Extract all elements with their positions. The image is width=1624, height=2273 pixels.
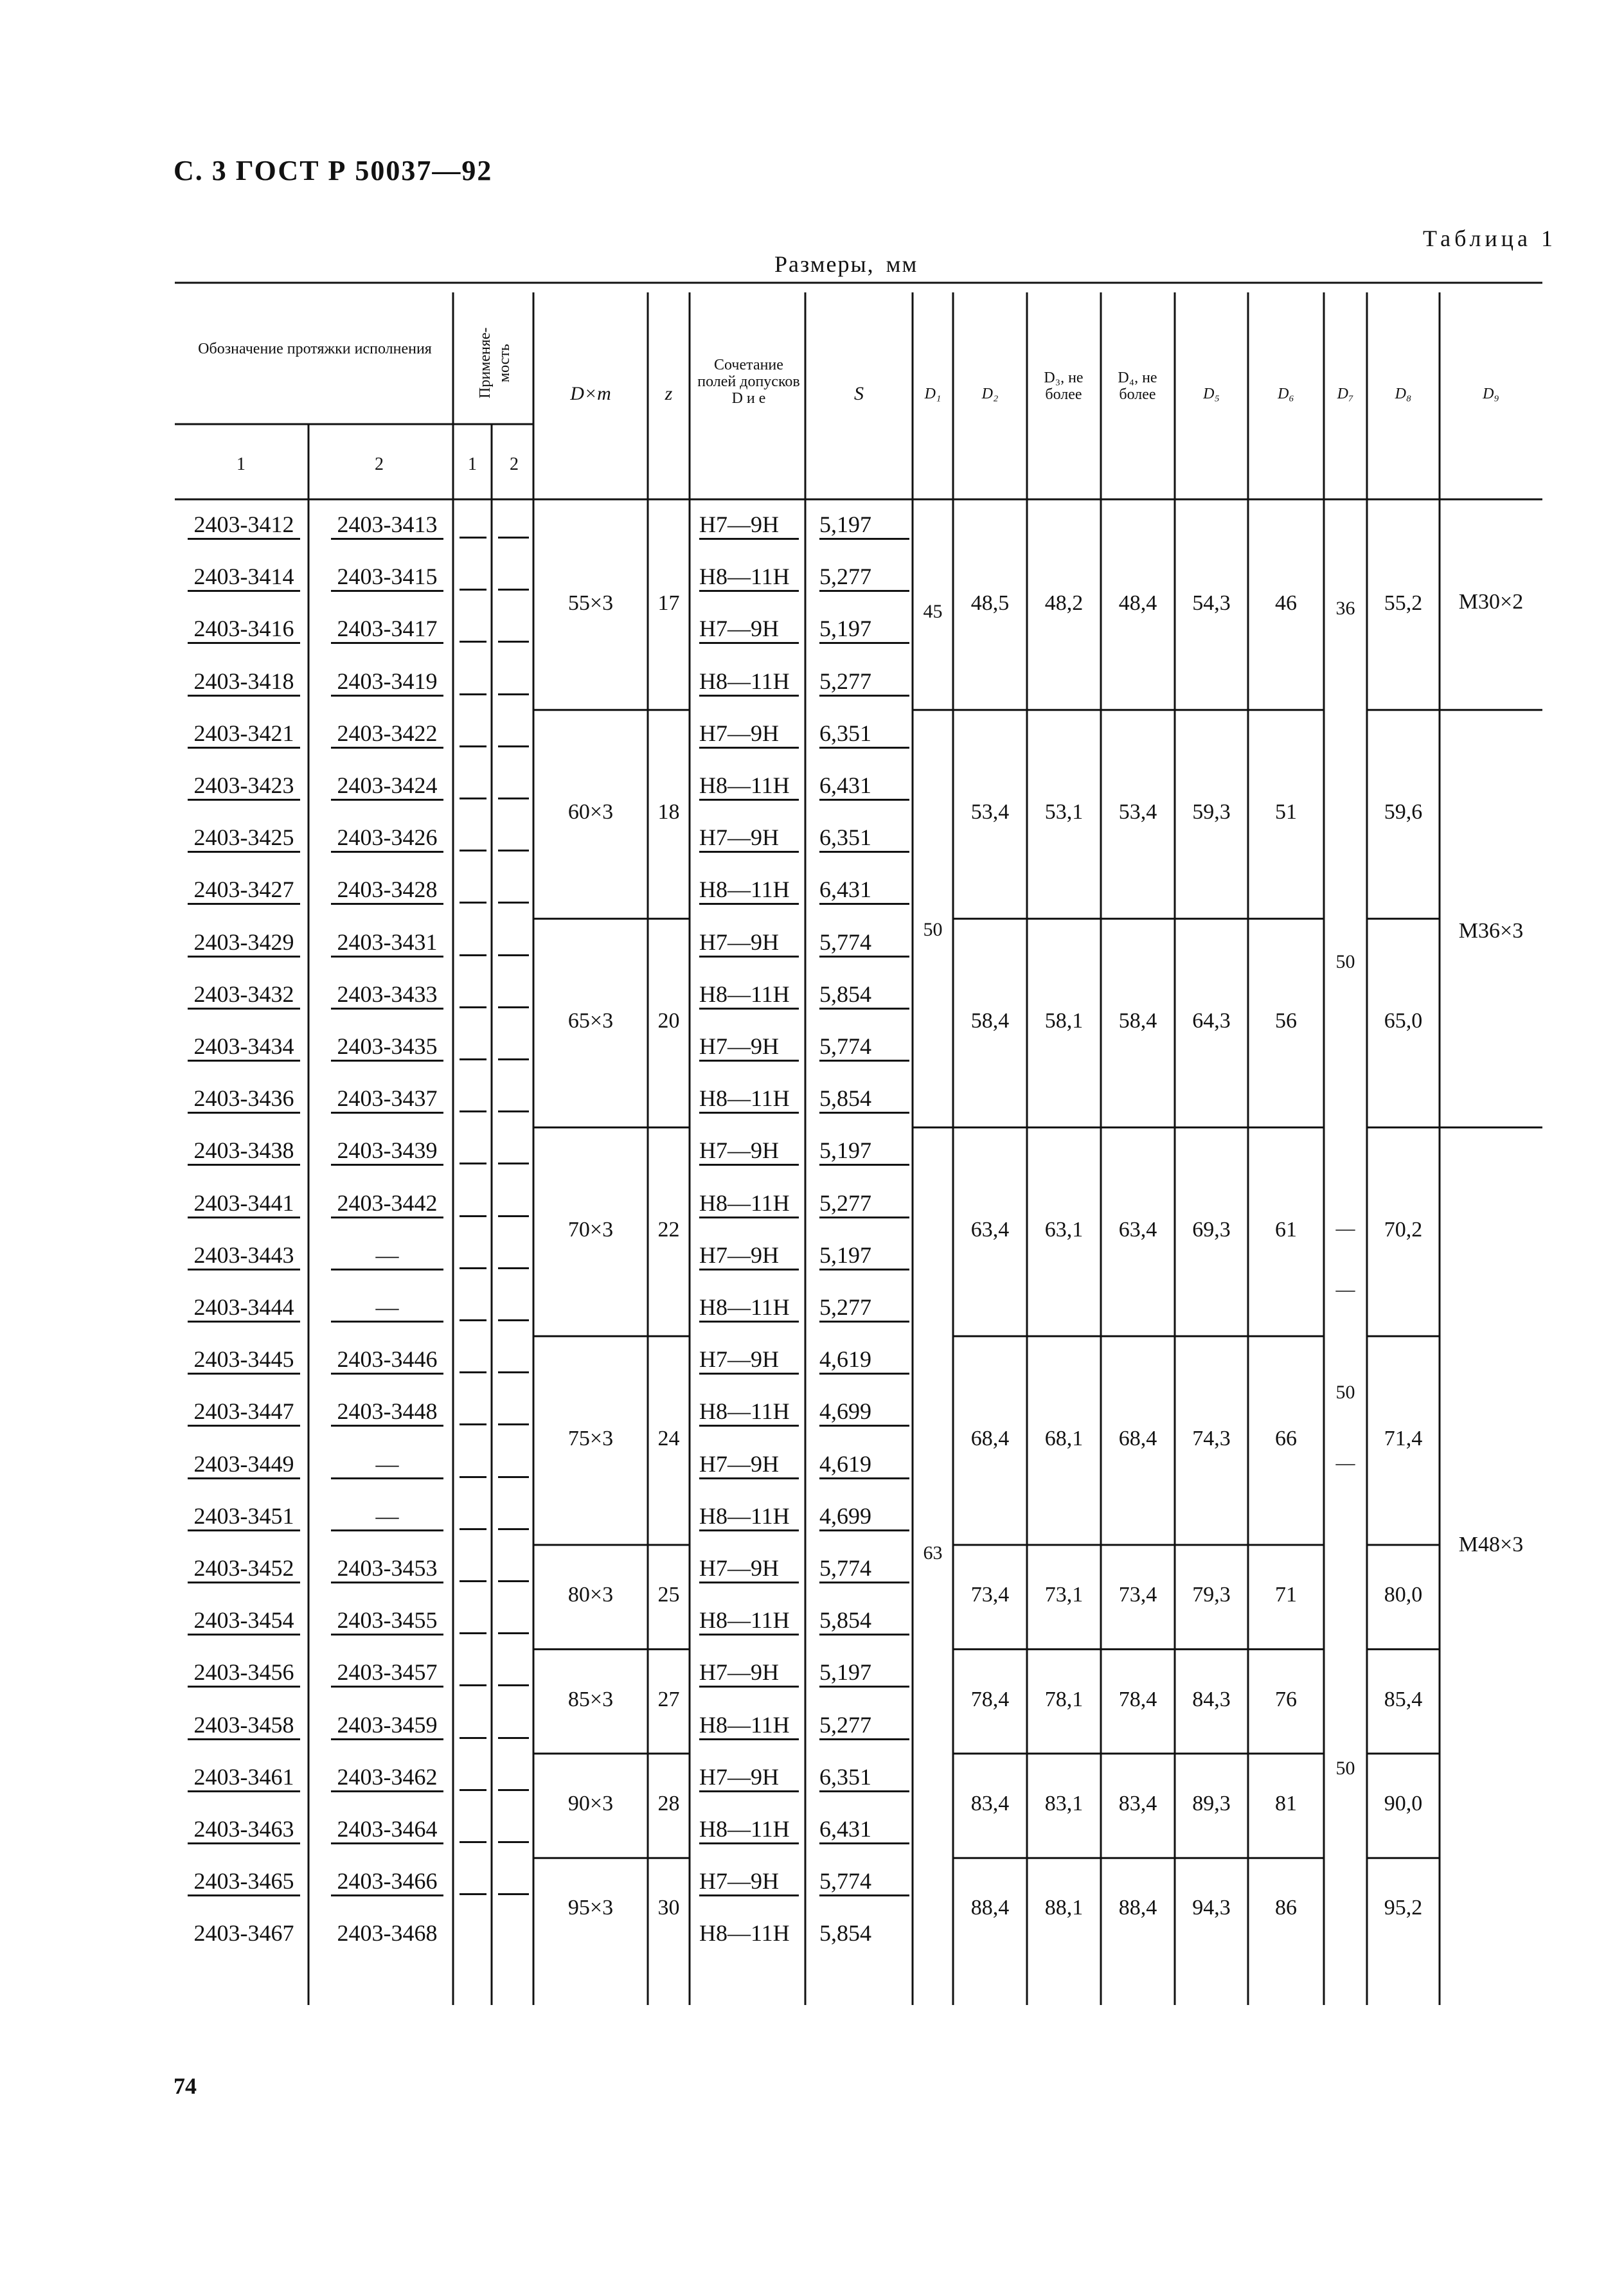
header-d9: D₉ (1483, 386, 1499, 402)
row-designation-1: 2403-3443 (188, 1242, 300, 1270)
app-dash-2 (498, 1033, 529, 1060)
row-designation-1: 2403-3425 (188, 824, 300, 853)
row-designation-1: 2403-3452 (188, 1555, 300, 1583)
group-d2: 48,5 (970, 591, 1010, 616)
d7-value: 36 (1335, 598, 1355, 619)
app-dash-1 (460, 1607, 486, 1634)
group-d3: 73,1 (1044, 1583, 1084, 1607)
header-d7: D₇ (1337, 386, 1354, 402)
group-dxm: 65×3 (567, 1009, 614, 1033)
app-dash-2 (498, 981, 529, 1008)
group-z: 28 (657, 1792, 680, 1815)
app-dash-2 (498, 720, 529, 747)
app-dash-1 (460, 1659, 486, 1686)
row-designation-2: 2403-3459 (331, 1711, 443, 1740)
group-d5: 89,3 (1192, 1792, 1231, 1815)
header-designation: Обозначение протяжки исполнения (198, 341, 432, 357)
app-dash-1 (460, 772, 486, 799)
group-dxm: 80×3 (567, 1583, 614, 1607)
group-d3: 88,1 (1044, 1896, 1084, 1920)
group-d6: 76 (1275, 1687, 1297, 1711)
group-d8: 65,0 (1384, 1009, 1423, 1033)
header-d2: D₂ (981, 386, 999, 402)
group-d3: 63,1 (1044, 1217, 1084, 1242)
row-tolerance: H8—11H (699, 772, 799, 801)
row-designation-2: 2403-3422 (331, 720, 443, 749)
row-designation-1: 2403-3438 (188, 1137, 300, 1166)
row-designation-2: 2403-3415 (331, 563, 443, 592)
group-d6: 61 (1275, 1217, 1297, 1242)
app-dash-1 (460, 1555, 486, 1582)
app-dash-1 (460, 981, 486, 1008)
row-s-value: 5,277 (819, 1294, 909, 1323)
group-d5: 74,3 (1192, 1426, 1231, 1450)
row-tolerance: H7—9H (699, 1555, 799, 1583)
app-dash-2 (498, 1711, 529, 1739)
row-tolerance: H8—11H (699, 1190, 799, 1218)
header-sub2: 2 (375, 454, 384, 474)
group-d6: 86 (1275, 1896, 1297, 1920)
group-d5: 64,3 (1192, 1009, 1231, 1033)
d7-value: 50 (1335, 1382, 1355, 1403)
group-d8: 55,2 (1384, 591, 1423, 616)
group-dxm: 60×3 (567, 800, 614, 825)
app-dash-2 (498, 1294, 529, 1321)
app-dash-1 (460, 929, 486, 956)
d7-value: — (1335, 1218, 1355, 1239)
group-d4: 48,4 (1118, 591, 1157, 616)
group-d8: 80,0 (1384, 1583, 1423, 1607)
group-d4: 53,4 (1118, 800, 1157, 825)
d7-value: 50 (1335, 951, 1355, 972)
app-dash-1 (460, 1815, 486, 1843)
row-designation-2: — (331, 1242, 443, 1270)
app-dash-1 (460, 1190, 486, 1217)
d1-value: 50 (923, 919, 943, 940)
row-tolerance: H8—11H (699, 1398, 799, 1427)
row-s-value: 6,351 (819, 720, 909, 749)
row-designation-2: 2403-3466 (331, 1867, 443, 1896)
app-dash-2 (498, 1346, 529, 1373)
group-d4: 78,4 (1118, 1687, 1157, 1711)
row-designation-1: 2403-3427 (188, 876, 300, 905)
group-dxm: 95×3 (567, 1896, 614, 1920)
app-dash-2 (498, 1398, 529, 1425)
row-s-value: 5,774 (819, 1555, 909, 1583)
row-designation-1: 2403-3458 (188, 1711, 300, 1740)
app-dash-1 (460, 563, 486, 591)
app-dash-2 (498, 1502, 529, 1530)
row-tolerance: H8—11H (699, 1607, 799, 1636)
group-d6: 66 (1275, 1426, 1297, 1450)
header-s: S (854, 383, 864, 404)
row-s-value: 5,277 (819, 668, 909, 697)
group-d6: 81 (1275, 1792, 1297, 1815)
group-d3: 48,2 (1044, 591, 1084, 616)
row-s-value: 4,619 (819, 1346, 909, 1375)
group-d3: 58,1 (1044, 1009, 1084, 1033)
row-designation-2: 2403-3464 (331, 1815, 443, 1844)
row-s-value: 5,854 (819, 1920, 871, 1947)
row-s-value: 6,351 (819, 824, 909, 853)
app-dash-1 (460, 1711, 486, 1739)
app-dash-2 (498, 1555, 529, 1582)
row-tolerance: H8—11H (699, 981, 799, 1010)
row-designation-1: 2403-3444 (188, 1294, 300, 1323)
header-d4: D₄, не более (1118, 370, 1157, 403)
app-dash-2 (498, 563, 529, 591)
app-dash-2 (498, 1085, 529, 1112)
group-d6: 46 (1275, 591, 1297, 616)
row-designation-1: 2403-3436 (188, 1085, 300, 1114)
row-s-value: 5,854 (819, 1607, 909, 1636)
row-tolerance: H8—11H (699, 563, 799, 592)
row-s-value: 6,431 (819, 1815, 909, 1844)
group-z: 17 (657, 591, 680, 616)
page-number: 74 (174, 2073, 197, 2099)
d1-value: 45 (923, 601, 943, 622)
header-d5: D₅ (1203, 386, 1220, 402)
group-d2: 73,4 (970, 1583, 1010, 1607)
row-designation-1: 2403-3423 (188, 772, 300, 801)
row-designation-1: 2403-3414 (188, 563, 300, 592)
row-designation-2: 2403-3435 (331, 1033, 443, 1062)
row-s-value: 5,774 (819, 1033, 909, 1062)
group-d2: 88,4 (970, 1896, 1010, 1920)
app-dash-2 (498, 1867, 529, 1895)
row-tolerance: H8—11H (699, 1920, 790, 1947)
row-s-value: 5,774 (819, 1867, 909, 1896)
row-tolerance: H7—9H (699, 1346, 799, 1375)
app-dash-1 (460, 1242, 486, 1269)
app-dash-2 (498, 876, 529, 904)
row-tolerance: H7—9H (699, 615, 799, 644)
row-tolerance: H8—11H (699, 1294, 799, 1323)
row-designation-2: 2403-3468 (337, 1920, 438, 1947)
group-d6: 56 (1275, 1009, 1297, 1033)
row-tolerance: H8—11H (699, 668, 799, 697)
row-designation-2: 2403-3431 (331, 929, 443, 958)
app-dash-2 (498, 1607, 529, 1634)
group-d5: 59,3 (1192, 800, 1231, 825)
row-s-value: 5,197 (819, 1137, 909, 1166)
group-z: 24 (657, 1426, 680, 1450)
group-d5: 79,3 (1192, 1583, 1231, 1607)
app-dash-2 (498, 1242, 529, 1269)
row-tolerance: H7—9H (699, 1659, 799, 1688)
row-designation-2: 2403-3424 (331, 772, 443, 801)
group-d8: 85,4 (1384, 1687, 1423, 1711)
app-dash-1 (460, 1450, 486, 1478)
row-s-value: 5,197 (819, 1659, 909, 1688)
group-z: 30 (657, 1896, 680, 1920)
group-dxm: 70×3 (567, 1217, 614, 1242)
header-d3: D₃, не более (1044, 370, 1084, 403)
row-s-value: 5,197 (819, 615, 909, 644)
app-dash-2 (498, 1190, 529, 1217)
group-z: 25 (657, 1583, 680, 1607)
app-dash-1 (460, 1867, 486, 1895)
header-app2: 2 (510, 454, 519, 474)
row-tolerance: H8—11H (699, 1815, 799, 1844)
app-dash-1 (460, 1137, 486, 1164)
group-d8: 95,2 (1384, 1896, 1423, 1920)
row-designation-2: 2403-3413 (331, 511, 443, 540)
group-d5: 69,3 (1192, 1217, 1231, 1242)
group-d3: 78,1 (1044, 1687, 1084, 1711)
app-dash-1 (460, 1763, 486, 1791)
group-d3: 53,1 (1044, 800, 1084, 825)
app-dash-2 (498, 1659, 529, 1686)
row-designation-1: 2403-3445 (188, 1346, 300, 1375)
header-app1: 1 (468, 454, 477, 474)
row-designation-1: 2403-3441 (188, 1190, 300, 1218)
row-tolerance: H8—11H (699, 1085, 799, 1114)
app-dash-1 (460, 876, 486, 904)
header-z: z (665, 383, 673, 404)
row-designation-1: 2403-3454 (188, 1607, 300, 1636)
row-designation-2: 2403-3439 (331, 1137, 443, 1166)
row-designation-2: — (331, 1450, 443, 1479)
group-d5: 54,3 (1192, 591, 1231, 616)
group-z: 27 (657, 1687, 680, 1711)
row-tolerance: H8—11H (699, 876, 799, 905)
group-d4: 68,4 (1118, 1426, 1157, 1450)
group-dxm: 90×3 (567, 1792, 614, 1815)
row-designation-2: 2403-3433 (331, 981, 443, 1010)
app-dash-1 (460, 1398, 486, 1425)
app-dash-2 (498, 511, 529, 539)
group-d2: 68,4 (970, 1426, 1010, 1450)
group-d2: 58,4 (970, 1009, 1010, 1033)
row-designation-2: 2403-3457 (331, 1659, 443, 1688)
row-s-value: 5,197 (819, 511, 909, 540)
app-dash-1 (460, 1033, 486, 1060)
row-designation-1: 2403-3451 (188, 1502, 300, 1531)
group-d8: 71,4 (1384, 1426, 1423, 1450)
units-caption: Размеры, (774, 251, 875, 277)
app-dash-2 (498, 1450, 529, 1478)
app-dash-1 (460, 615, 486, 643)
group-d3: 68,1 (1044, 1426, 1084, 1450)
group-z: 20 (657, 1009, 680, 1033)
units-value: мм (886, 251, 918, 277)
app-dash-2 (498, 1815, 529, 1843)
row-s-value: 5,854 (819, 981, 909, 1010)
d7-value: — (1335, 1452, 1355, 1474)
d9-value: M30×2 (1458, 590, 1524, 614)
header-sub1: 1 (236, 454, 245, 474)
group-d2: 78,4 (970, 1687, 1010, 1711)
app-dash-2 (498, 668, 529, 695)
row-designation-2: — (331, 1502, 443, 1531)
row-designation-2: 2403-3442 (331, 1190, 443, 1218)
row-tolerance: H7—9H (699, 1033, 799, 1062)
row-designation-2: 2403-3419 (331, 668, 443, 697)
app-dash-2 (498, 772, 529, 799)
group-d4: 73,4 (1118, 1583, 1157, 1607)
row-tolerance: H7—9H (699, 720, 799, 749)
row-tolerance: H8—11H (699, 1502, 799, 1531)
group-d8: 70,2 (1384, 1217, 1423, 1242)
row-designation-1: 2403-3467 (193, 1920, 294, 1947)
row-designation-2: 2403-3428 (331, 876, 443, 905)
app-dash-1 (460, 1085, 486, 1112)
row-designation-1: 2403-3429 (188, 929, 300, 958)
group-d5: 94,3 (1192, 1896, 1231, 1920)
app-dash-1 (460, 1346, 486, 1373)
group-d2: 83,4 (970, 1792, 1010, 1815)
header-d6: D₆ (1278, 386, 1294, 402)
row-s-value: 4,619 (819, 1450, 909, 1479)
row-s-value: 5,277 (819, 1711, 909, 1740)
d7-value: — (1335, 1279, 1355, 1300)
row-designation-1: 2403-3432 (188, 981, 300, 1010)
row-designation-1: 2403-3421 (188, 720, 300, 749)
page-header: С. 3 ГОСТ Р 50037—92 (174, 155, 493, 186)
d9-value: M36×3 (1458, 919, 1524, 943)
row-tolerance: H7—9H (699, 824, 799, 853)
header-tolerance: Сочетание полей допусков D и e (697, 357, 800, 407)
header-applicability: Применяе-мость (477, 327, 513, 399)
row-s-value: 6,431 (819, 772, 909, 801)
row-s-value: 4,699 (819, 1398, 909, 1427)
row-designation-2: 2403-3462 (331, 1763, 443, 1792)
group-separators (533, 710, 1542, 1858)
row-s-value: 6,351 (819, 1763, 909, 1792)
row-tolerance: H7—9H (699, 1242, 799, 1270)
app-dash-1 (460, 824, 486, 851)
app-dash-1 (460, 1502, 486, 1530)
row-s-value: 5,277 (819, 563, 909, 592)
group-d4: 58,4 (1118, 1009, 1157, 1033)
d9-value: M48×3 (1458, 1533, 1524, 1556)
group-d2: 53,4 (970, 800, 1010, 825)
app-dash-1 (460, 720, 486, 747)
row-s-value: 5,197 (819, 1242, 909, 1270)
group-dxm: 75×3 (567, 1426, 614, 1450)
row-designation-1: 2403-3449 (188, 1450, 300, 1479)
row-designation-2: 2403-3448 (331, 1398, 443, 1427)
group-d8: 90,0 (1384, 1792, 1423, 1815)
row-designation-1: 2403-3461 (188, 1763, 300, 1792)
row-designation-1: 2403-3412 (188, 511, 300, 540)
d7-value: 50 (1335, 1758, 1355, 1779)
group-d6: 71 (1275, 1583, 1297, 1607)
row-tolerance: H7—9H (699, 511, 799, 540)
row-designation-1: 2403-3416 (188, 615, 300, 644)
group-d4: 63,4 (1118, 1217, 1157, 1242)
row-tolerance: H7—9H (699, 1867, 799, 1896)
header-dxm: D×m (570, 383, 611, 404)
group-d4: 88,4 (1118, 1896, 1157, 1920)
group-d5: 84,3 (1192, 1687, 1231, 1711)
header-d1: D₁ (924, 386, 941, 402)
row-designation-1: 2403-3456 (188, 1659, 300, 1688)
row-designation-2: 2403-3437 (331, 1085, 443, 1114)
row-designation-2: 2403-3417 (331, 615, 443, 644)
app-dash-1 (460, 668, 486, 695)
row-designation-1: 2403-3447 (188, 1398, 300, 1427)
group-d3: 83,1 (1044, 1792, 1084, 1815)
group-d4: 83,4 (1118, 1792, 1157, 1815)
header-d8: D₈ (1395, 386, 1412, 402)
group-dxm: 85×3 (567, 1687, 614, 1711)
row-tolerance: H7—9H (699, 929, 799, 958)
row-designation-1: 2403-3465 (188, 1867, 300, 1896)
row-s-value: 5,774 (819, 929, 909, 958)
group-d8: 59,6 (1384, 800, 1423, 825)
app-dash-2 (498, 1763, 529, 1791)
row-designation-2: 2403-3453 (331, 1555, 443, 1583)
row-designation-1: 2403-3418 (188, 668, 300, 697)
app-dash-2 (498, 615, 529, 643)
group-dxm: 55×3 (567, 591, 614, 616)
app-dash-1 (460, 1294, 486, 1321)
group-z: 22 (657, 1217, 680, 1242)
group-z: 18 (657, 800, 680, 825)
row-designation-2: — (331, 1294, 443, 1323)
row-designation-1: 2403-3463 (188, 1815, 300, 1844)
d1-value: 63 (923, 1542, 943, 1564)
app-dash-1 (460, 511, 486, 539)
row-s-value: 5,854 (819, 1085, 909, 1114)
app-dash-2 (498, 1137, 529, 1164)
row-designation-1: 2403-3434 (188, 1033, 300, 1062)
row-tolerance: H7—9H (699, 1450, 799, 1479)
row-designation-2: 2403-3446 (331, 1346, 443, 1375)
app-dash-2 (498, 929, 529, 956)
row-tolerance: H8—11H (699, 1711, 799, 1740)
row-s-value: 4,699 (819, 1502, 909, 1531)
row-tolerance: H7—9H (699, 1763, 799, 1792)
row-tolerance: H7—9H (699, 1137, 799, 1166)
table-label: Таблица 1 (1423, 226, 1557, 251)
row-s-value: 6,431 (819, 876, 909, 905)
app-dash-2 (498, 824, 529, 851)
row-s-value: 5,277 (819, 1190, 909, 1218)
group-d2: 63,4 (970, 1217, 1010, 1242)
group-d6: 51 (1275, 800, 1297, 825)
row-designation-2: 2403-3455 (331, 1607, 443, 1636)
row-designation-2: 2403-3426 (331, 824, 443, 853)
